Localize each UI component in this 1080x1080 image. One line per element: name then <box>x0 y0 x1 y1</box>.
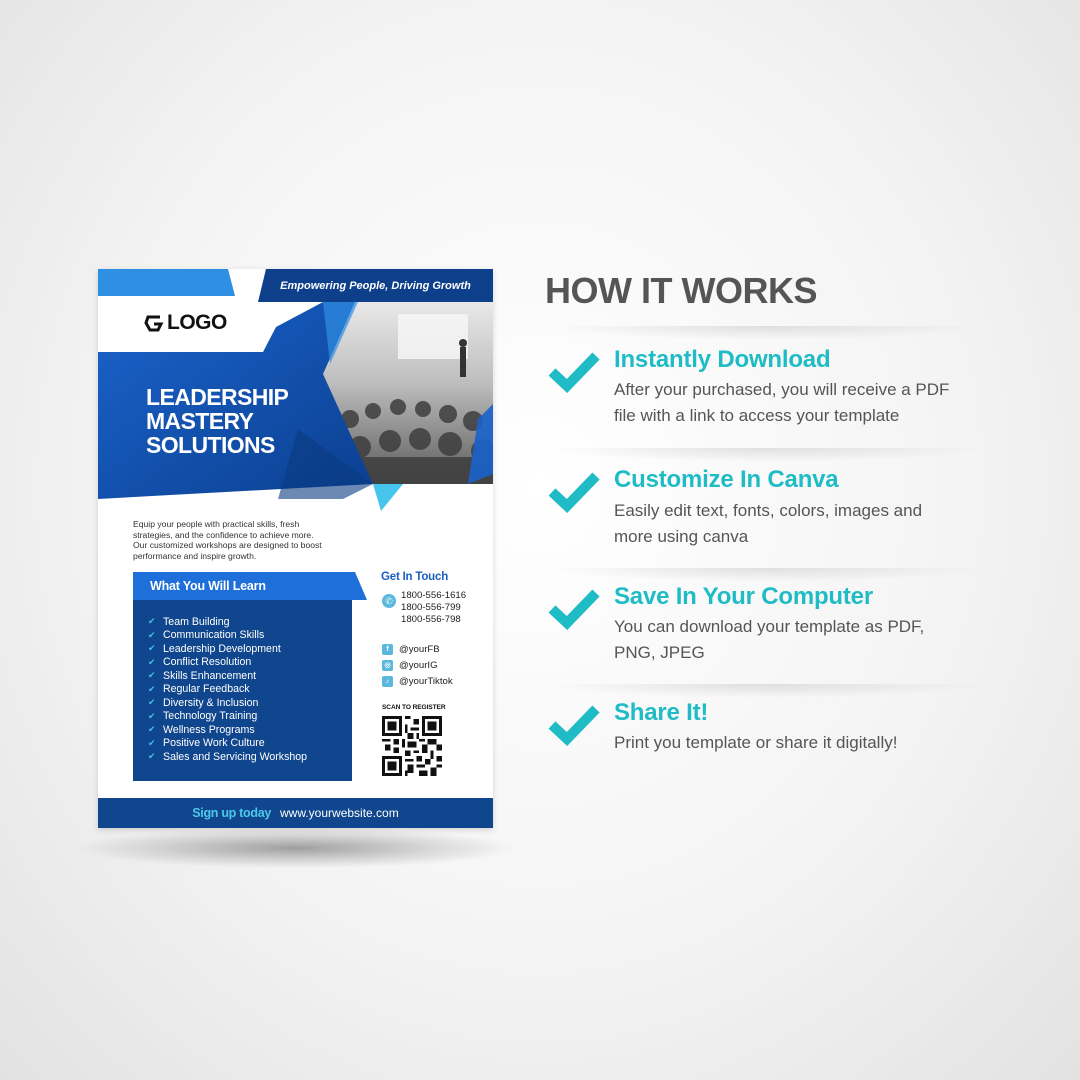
phone-number: 1800-556-799 <box>401 602 461 613</box>
signup-cta: Sign up today <box>192 806 272 820</box>
check-icon: ✔ <box>148 683 156 694</box>
check-icon: ✔ <box>148 656 156 667</box>
list-item-label: Communication Skills <box>163 629 265 642</box>
check-icon: ✔ <box>148 751 156 762</box>
intro-line: Our customized workshops are designed to boost <box>133 540 322 551</box>
step-title: Instantly Download <box>614 346 831 373</box>
check-icon: ✔ <box>148 710 156 721</box>
check-icon <box>545 348 603 398</box>
step-description-line: Easily edit text, fonts, colors, images and <box>614 501 923 520</box>
step-description-line: After your purchased, you will receive a PDF <box>614 380 950 399</box>
step-description-line: PNG, JPEG <box>614 643 705 662</box>
check-icon: ✔ <box>148 737 156 748</box>
facebook-icon: f <box>382 644 393 655</box>
social-handle: @yourIG <box>399 659 438 671</box>
scan-label: SCAN TO REGISTER <box>382 704 446 711</box>
social-handle: @yourTiktok <box>399 675 453 687</box>
flyer-tagline: Empowering People, Driving Growth <box>280 279 471 292</box>
list-item <box>148 615 307 629</box>
learn-list <box>148 615 307 764</box>
step-description-line: You can download your template as PDF, <box>614 617 925 636</box>
list-item <box>148 696 307 710</box>
step-description <box>614 377 984 429</box>
website-url: www.yourwebsite.com <box>280 806 399 820</box>
social-tiktok <box>382 675 453 687</box>
list-item <box>148 737 307 751</box>
step-title: Customize In Canva <box>614 466 839 493</box>
check-icon: ✔ <box>148 616 156 627</box>
qr-code <box>382 716 442 776</box>
list-item <box>148 669 307 683</box>
tiktok-icon: ♪ <box>382 676 393 687</box>
list-item-label: Team Building <box>163 615 230 628</box>
flyer-shadow <box>80 828 510 868</box>
list-item <box>148 723 307 737</box>
flyer-intro <box>133 519 373 561</box>
list-item-label: Conflict Resolution <box>163 656 252 669</box>
flyer-headline <box>146 385 326 457</box>
step-description-line: file with a link to access your template <box>614 406 900 425</box>
flyer-footer <box>98 798 493 828</box>
headline-line: LEADERSHIP <box>146 384 289 410</box>
step-description <box>614 730 984 756</box>
step-description-line: more using canva <box>614 527 749 546</box>
list-item <box>148 683 307 697</box>
phone-icon: ✆ <box>382 594 396 608</box>
list-item-label: Wellness Programs <box>163 723 255 736</box>
intro-line: Equip your people with practical skills, fresh <box>133 519 300 529</box>
check-icon <box>545 585 603 635</box>
check-icon <box>545 468 603 518</box>
flyer-preview <box>98 269 493 828</box>
step-description-line: Print you template or share it digitally! <box>614 733 898 752</box>
list-item-label: Sales and Servicing Workshop <box>163 750 308 763</box>
list-item <box>148 656 307 670</box>
list-item-label: Diversity & Inclusion <box>163 696 259 709</box>
how-it-works-title: HOW IT WORKS <box>545 270 817 311</box>
check-icon <box>545 701 603 751</box>
learn-title: What You Will Learn <box>150 579 266 593</box>
social-facebook <box>382 643 440 655</box>
intro-line: performance and inspire growth. <box>133 550 257 561</box>
step-title: Share It! <box>614 699 709 726</box>
list-item <box>148 629 307 643</box>
divider <box>545 448 985 462</box>
check-icon: ✔ <box>148 670 156 681</box>
divider <box>545 684 985 698</box>
intro-line: strategies, and the confidence to achieve more. <box>133 529 314 540</box>
contact-title: Get In Touch <box>381 571 449 583</box>
step-description <box>614 498 984 550</box>
list-item <box>148 642 307 656</box>
phone-number: 1800-556-1616 <box>401 590 467 601</box>
step-title: Save In Your Computer <box>614 583 873 610</box>
list-item-label: Skills Enhancement <box>163 669 257 682</box>
list-item <box>148 710 307 724</box>
list-item <box>148 750 307 764</box>
step-description <box>614 614 984 666</box>
phone-list <box>401 590 466 626</box>
phone-number: 1800-556-798 <box>401 614 461 625</box>
divider <box>545 568 985 582</box>
logo-mark-icon <box>144 313 164 333</box>
check-icon: ✔ <box>148 724 156 735</box>
list-item-label: Regular Feedback <box>163 683 250 696</box>
logo-text: LOGO <box>167 311 227 334</box>
check-icon: ✔ <box>148 629 156 640</box>
headline-line: MASTERY <box>146 408 254 434</box>
check-icon: ✔ <box>148 643 156 654</box>
instagram-icon: ◎ <box>382 660 393 671</box>
list-item-label: Leadership Development <box>163 642 281 655</box>
check-icon: ✔ <box>148 697 156 708</box>
flyer-logo <box>144 311 227 335</box>
divider <box>545 326 985 340</box>
social-handle: @yourFB <box>399 643 440 655</box>
social-instagram <box>382 659 438 671</box>
headline-line: SOLUTIONS <box>146 432 275 458</box>
contact-section <box>381 571 491 711</box>
list-item-label: Positive Work Culture <box>163 737 265 750</box>
list-item-label: Technology Training <box>163 710 258 723</box>
